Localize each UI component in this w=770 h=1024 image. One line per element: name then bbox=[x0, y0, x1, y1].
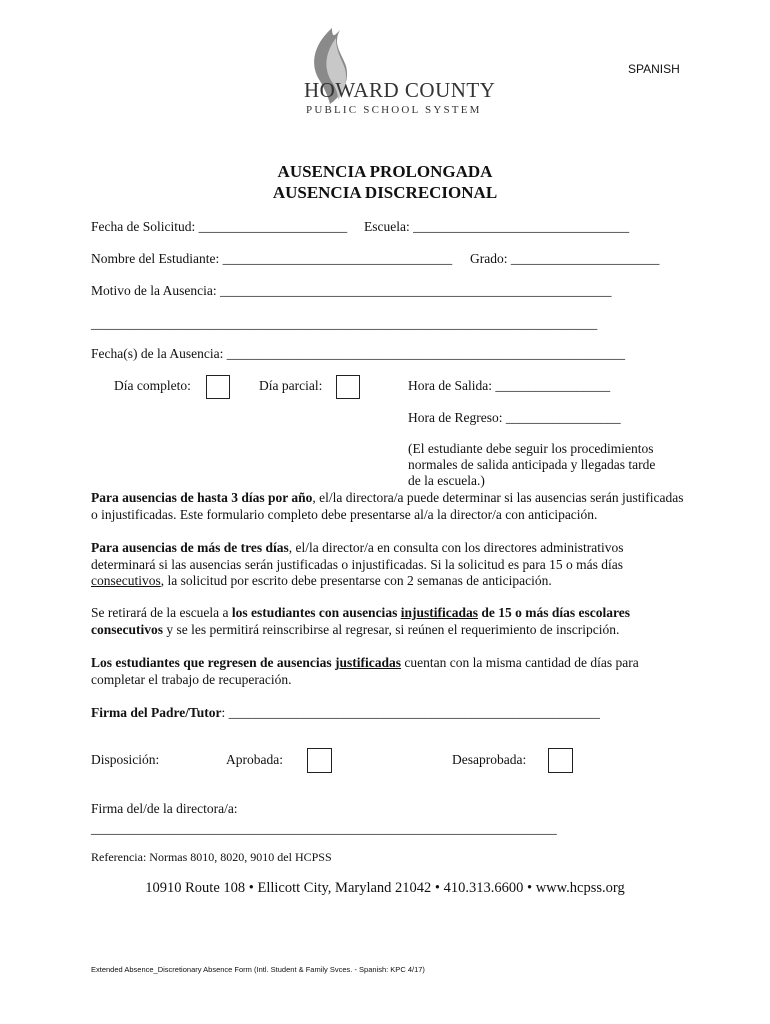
page-subtitle: AUSENCIA DISCRECIONAL bbox=[272, 183, 498, 202]
page-title: AUSENCIA PROLONGADA bbox=[277, 162, 493, 181]
desaprobada-checkbox[interactable] bbox=[548, 748, 573, 773]
paragraph-justified: Los estudiantes que regresen de ausencias justificadas cuentan con la misma cantidad de días para completar el trabajo de recuperación. bbox=[91, 655, 639, 687]
fechas-field[interactable]: Fecha(s) de la Ausencia: ___________________________________________________________ bbox=[91, 346, 625, 361]
motivo-line2[interactable]: ___________________________________________________________________________ bbox=[91, 316, 598, 331]
note-line2: normales de salida anticipada y llegadas tarde bbox=[408, 457, 656, 472]
grado-field[interactable]: Grado: ______________________ bbox=[470, 251, 660, 266]
logo-line1: HOWARD COUNTY bbox=[304, 78, 496, 102]
parent-signature-field[interactable]: Firma del Padre/Tutor: _______________________________________________________ bbox=[91, 705, 600, 720]
paragraph-withdrawal: Se retirará de la escuela a los estudiantes con ausencias injustificadas de 15 o más días escolares consecutivos y se les permitirá reinscribirse al regresar, si reúnen el requerimiento de inscripción. bbox=[91, 605, 630, 637]
motivo-field[interactable]: Motivo de la Ausencia: __________________________________________________________ bbox=[91, 283, 612, 298]
director-signature-label: Firma del/de la directora/a: bbox=[91, 801, 238, 816]
note-line3: de la escuela.) bbox=[408, 473, 485, 488]
note-line1: (El estudiante debe seguir los procedimientos bbox=[408, 441, 654, 456]
aprobada-label: Aprobada: bbox=[226, 752, 283, 767]
director-signature-line[interactable]: _____________________________________________________________________ bbox=[91, 821, 557, 836]
fecha-solicitud-field[interactable]: Fecha de Solicitud: ______________________ bbox=[91, 219, 348, 234]
nombre-field[interactable]: Nombre del Estudiante: __________________________________ bbox=[91, 251, 453, 266]
dia-completo-label: Día completo: bbox=[114, 378, 191, 393]
paragraph-more-than-3: Para ausencias de más de tres días, el/la director/a en consulta con los directores administrativos determinará si las ausencias serán justificadas o injustificadas. Si la solicitud es para 15 o más días consecutivos, la solicitud por escrito debe presentarse con 2 semanas de anticipación. bbox=[91, 540, 624, 588]
hora-salida-field[interactable]: Hora de Salida: _________________ bbox=[408, 378, 611, 393]
dia-completo-checkbox[interactable] bbox=[206, 375, 230, 399]
disposition-label: Disposición: bbox=[91, 752, 160, 767]
desaprobada-label: Desaprobada: bbox=[452, 752, 527, 767]
hora-regreso-field[interactable]: Hora de Regreso: _________________ bbox=[408, 410, 621, 425]
paragraph-3-days: Para ausencias de hasta 3 días por año, el/la directora/a puede determinar si las ausencias serán justificadas o injustificadas. Este formulario completo debe presentarse al/a la director/a con anticipación. bbox=[91, 490, 684, 522]
dia-parcial-checkbox[interactable] bbox=[336, 375, 360, 399]
address: 10910 Route 108 • Ellicott City, Maryland 21042 • 410.313.6600 • www.hcpss.org bbox=[145, 880, 625, 896]
reference-text: Referencia: Normas 8010, 8020, 9010 del HCPSS bbox=[91, 850, 332, 864]
logo bbox=[290, 26, 496, 122]
footer-note: Extended Absence_Discretionary Absence Form (Intl. Student & Family Svces. - Spanish: KPC 4/17) bbox=[91, 965, 425, 974]
logo-line2: PUBLIC SCHOOL SYSTEM bbox=[306, 104, 482, 116]
language-tag: SPANISH bbox=[628, 62, 680, 76]
dia-parcial-label: Día parcial: bbox=[259, 378, 323, 393]
escuela-field[interactable]: Escuela: ________________________________ bbox=[364, 219, 630, 234]
aprobada-checkbox[interactable] bbox=[307, 748, 332, 773]
